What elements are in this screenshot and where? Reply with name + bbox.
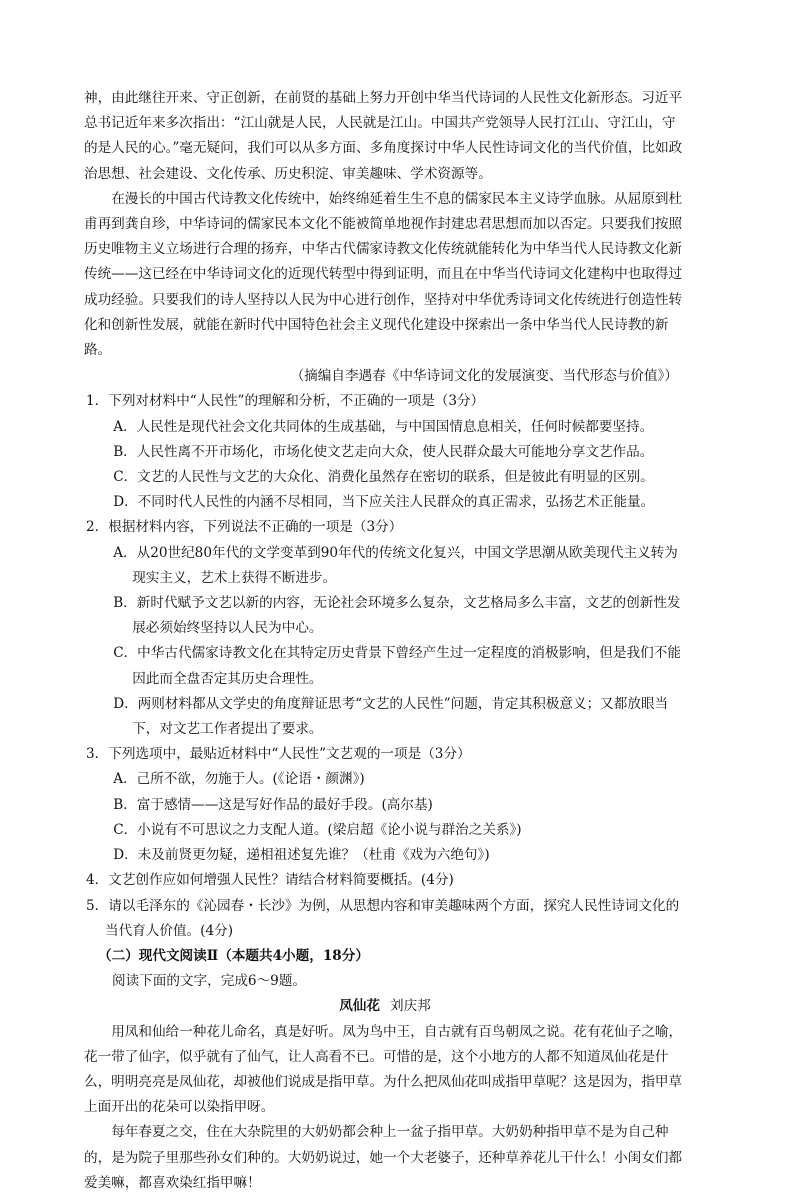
question-5 — [84, 894, 686, 944]
question-2 — [84, 515, 686, 742]
question-stem: 3．下列选项中，最贴近材料中“人民性”文艺观的一项是（3分） — [86, 746, 471, 763]
story-paragraph-1: 用凤和仙给一种花儿命名，真是好听。凤为鸟中王，自古就有百鸟朝凤之说。花有花仙子之喻，花一带了仙字，似乎就有了仙气，让人高看不已。可惜的是，这个小地方的人都不知道凤仙花是什么，明明亮亮是凤仙花，却被他们说成是指甲草。为什么把凤仙花叫成指甲草呢？这是因为，指甲草上面开出的花朵可以染指甲呀。 — [84, 1023, 683, 1116]
story-author: 刘庆邦 — [390, 998, 431, 1015]
body-paragraph-2: 在漫长的中国古代诗教文化传统中，始终绵延着生生不息的儒家民本主义诗学血脉。从屈原到杜甫再到龚自珍，中华诗词的儒家民本文化不能被简单地视作封建忠君思想而加以否定。只要我们按照历史唯物主义立场进行合理的扬弃，中华古代儒家诗教文化传统就能转化为中华当代人民诗教文化新传统——这已经在中华诗词文化的近现代转型中得到证明，而且在中华当代诗词文化建构中也取得过成功经验。只要我们的诗人坚持以人民为中心进行创作，坚持对中华优秀诗词文化传统进行创造性转化和创新性发展，就能在新时代中国特色社会主义现代化建设中探索出一条中华当代人民诗教的新路。 — [84, 190, 683, 359]
option-a: A．从20世纪80年代的文学变革到90年代的传统文化复兴，中国文学思潮从欧美现代主义转为现实主义，艺术上获得不断进步。 — [113, 544, 678, 586]
option-a: A．人民性是现代社会文化共同体的生成基础，与中国国情息息相关，任何时候都要坚持。 — [113, 418, 654, 435]
option-c: C．文艺的人民性与文艺的大众化、消费化虽然存在密切的联系，但是彼此有明显的区别。 — [113, 469, 654, 486]
option-b: B．富于感情——这是写好作品的最好手段。(高尔基) — [113, 796, 433, 813]
question-4 — [84, 868, 686, 893]
source-citation: （摘编自李遇春《中华诗词文化的发展演变、当代形态与价值》） — [290, 368, 678, 385]
section-prompt: 阅读下面的文字，完成6～9题。 — [112, 973, 307, 990]
option-b: B．新时代赋予文艺以新的内容，无论社会环境多么复杂，文艺格局多么丰富，文艺的创新性发展必须始终坚持以人民为中心。 — [113, 595, 681, 637]
option-d: D．未及前贤更勿疑，递相祖述复先谁？（杜甫《戏为六绝句》) — [113, 847, 490, 864]
option-c: C．中华古代儒家诗教文化在其特定历史背景下曾经产生过一定程度的消极影响，但是我们不能因此而全盘否定其历史合理性。 — [113, 645, 681, 687]
story-paragraph-2: 每年春夏之交，住在大杂院里的大奶奶都会种上一盆子指甲草。大奶奶种指甲草不是为自己种的，是为院子里那些孙女们种的。大奶奶说过，她一个大老婆子，还种草养花儿干什么！小闺女们都爱美嘛，都喜欢染红指甲嘛！ — [84, 1124, 683, 1191]
story-heading — [84, 994, 686, 1019]
section-heading: （二）现代文阅读Ⅱ（本题共4小题，18分） — [98, 947, 369, 964]
question-stem: 1．下列对材料中“人民性”的理解和分析，不正确的一项是（3分） — [86, 393, 485, 410]
option-d: D．两则材料都从文学史的角度辩证思考“文艺的人民性”问题，肯定其积极意义；又都放眼当下，对文艺工作者提出了要求。 — [113, 695, 669, 738]
question-1 — [84, 389, 686, 515]
question-3 — [84, 742, 686, 868]
option-d: D．不同时代人民性的内涵不尽相同，当下应关注人民群众的真正需求，弘扬艺术正能量。 — [113, 494, 655, 511]
option-c: C．小说有不可思议之力支配人道。(梁启超《论小说与群治之关系》) — [113, 821, 522, 838]
option-b: B．人民性离不开市场化，市场化使文艺走向大众，使人民群众最大可能地分享文艺作品。 — [113, 443, 654, 460]
question-stem: 4．文艺创作应如何增强人民性？请结合材料简要概括。(4分) — [86, 872, 454, 889]
option-a: A．己所不欲，勿施于人。(《论语・颜渊》) — [113, 771, 365, 788]
story-title: 凤仙花 — [339, 998, 380, 1015]
question-stem: 5．请以毛泽东的《沁园春・长沙》为例，从思想内容和审美趣味两个方面，探究人民性诗词文化的当代育人价值。(4分) — [86, 897, 680, 939]
body-paragraph-1: 神，由此继往开来、守正创新，在前贤的基础上努力开创中华当代诗词的人民性文化新形态。习近平总书记近年来多次指出：“江山就是人民，人民就是江山。中国共产党领导人民打江山、守江山，守的是人民的心。”毫无疑问，我们可以从多方面、多角度探讨中华人民性诗词文化的当代价值，比如政治思想、社会建设、文化传承、历史积淀、审美趣味、学术资源等。 — [84, 90, 683, 182]
question-stem: 2．根据材料内容，下列说法不正确的一项是（3分） — [86, 519, 403, 536]
